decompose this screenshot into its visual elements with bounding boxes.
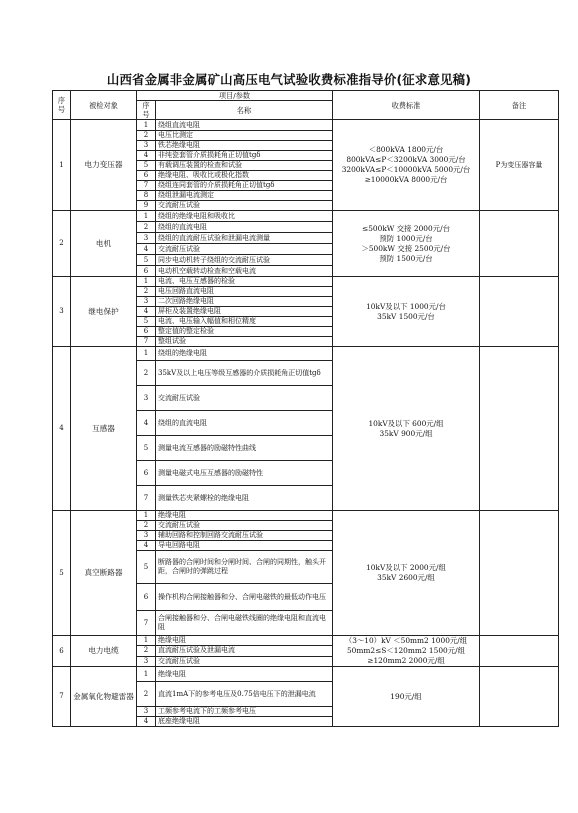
- item-name: 交流耐压试验: [156, 201, 333, 211]
- item-number: 5: [137, 161, 156, 171]
- header-remark: 备注: [480, 91, 559, 120]
- item-number: 1: [137, 347, 156, 361]
- section-seq: 4: [53, 347, 71, 511]
- item-name: 底座绝缘电阻: [156, 717, 333, 727]
- header-object: 被检对象: [71, 91, 137, 120]
- item-number: 1: [137, 277, 156, 287]
- item-name: 二次回路绝缘电阻: [156, 297, 333, 307]
- item-name: 直流耐压试验及泄漏电流: [156, 646, 333, 656]
- item-name: 电流、电压输入幅值和相位精度: [156, 317, 333, 327]
- item-name: 绝缘电阻: [156, 636, 333, 646]
- section-object: 金属氧化物避雷器: [71, 667, 137, 727]
- item-name: 测量电磁式电压互感器的励磁特性: [156, 461, 333, 486]
- section-fee: （3～10）kV ＜50mm2 1000元/组 50mm2≤S＜120mm2 1500元/组 ≥120mm2 2000元/组: [333, 636, 480, 667]
- item-number: 6: [137, 461, 156, 486]
- item-name: 电压比测定: [156, 131, 333, 141]
- item-name: 导电回路电阻: [156, 541, 333, 551]
- item-name: 绝缘电阻: [156, 511, 333, 521]
- item-number: 7: [137, 181, 156, 191]
- item-name: 工频参考电流下的工频参考电压: [156, 707, 333, 717]
- item-number: 7: [137, 486, 156, 511]
- item-number: 1: [137, 636, 156, 646]
- item-number: 5: [137, 551, 156, 584]
- item-number: 6: [137, 171, 156, 181]
- item-number: 7: [137, 337, 156, 347]
- header-fee: 收费标准: [333, 91, 480, 120]
- section-object: 真空断路器: [71, 511, 137, 636]
- section-fee: ≤500kW 交接 2000元/台 预防 1000元/台 ＞500kW 交接 2500元/台 预防 1500元/台: [333, 211, 480, 277]
- table-row: [53, 277, 559, 287]
- item-number: 2: [137, 682, 156, 707]
- item-name: 有载调压装置的检查和试验: [156, 161, 333, 171]
- table-row: [53, 511, 559, 521]
- section-remark: [480, 636, 559, 667]
- section-fee: 10kV及以下 1000元/台 35kV 1500元/台: [333, 277, 480, 347]
- item-number: 2: [137, 521, 156, 531]
- section-seq: 2: [53, 211, 71, 277]
- section-seq: 7: [53, 667, 71, 727]
- item-number: 8: [137, 191, 156, 201]
- section-object: 互感器: [71, 347, 137, 511]
- table-row: [53, 347, 559, 361]
- item-number: 9: [137, 201, 156, 211]
- item-name: 测量铁芯夹紧螺栓的绝缘电阻: [156, 486, 333, 511]
- item-number: 4: [137, 717, 156, 727]
- item-name: 绝缘电阻、吸收比或极化指数: [156, 171, 333, 181]
- table-row: [53, 667, 559, 682]
- item-name: 绕组连同套管的介质损耗角正切值tgδ: [156, 181, 333, 191]
- item-number: 4: [137, 244, 156, 255]
- item-number: 6: [137, 327, 156, 337]
- section-fee: ＜800kVA 1800元/台 800kVA≤P＜3200kVA 3000元/台 3200kVA≤P＜10000kVA 5000元/台 ≥10000kVA 8000元/台: [333, 120, 480, 211]
- item-name: 绝缘电阻: [156, 667, 333, 682]
- item-number: 4: [137, 151, 156, 161]
- item-number: 1: [137, 120, 156, 131]
- item-number: 2: [137, 222, 156, 233]
- item-number: 4: [137, 541, 156, 551]
- item-name: 电压回路直流电阻: [156, 287, 333, 297]
- item-number: 2: [137, 287, 156, 297]
- header-name: 名称: [156, 101, 333, 120]
- section-remark: P为变压器容量: [480, 120, 559, 211]
- item-name: 测量电流互感器的励磁特性曲线: [156, 436, 333, 461]
- item-name: 同步电动机转子绕组的交流耐压试验: [156, 255, 333, 266]
- item-name: 绕组的直流电阻: [156, 222, 333, 233]
- item-name: 整组试验: [156, 337, 333, 347]
- fee-table: [52, 90, 559, 727]
- item-number: 2: [137, 131, 156, 141]
- item-name: 35kV及以上电压等级互感器的介质损耗角正切值tgδ: [156, 361, 333, 386]
- item-name: 操作机构合闸接触器和分、合闸电磁铁的最低动作电压: [156, 584, 333, 611]
- item-name: 非纯瓷套管介质损耗角正切值tgδ: [156, 151, 333, 161]
- section-seq: 3: [53, 277, 71, 347]
- section-remark: [480, 211, 559, 277]
- item-name: 绕组的绝缘电阻和吸收比: [156, 211, 333, 222]
- section-seq: 5: [53, 511, 71, 636]
- header-item-param: 项目/参数: [137, 91, 333, 101]
- item-number: 3: [137, 141, 156, 151]
- item-name: 整定值的整定检验: [156, 327, 333, 337]
- table-body: [53, 120, 559, 727]
- item-name: 绕组直流电阻: [156, 120, 333, 131]
- item-number: 5: [137, 255, 156, 266]
- document-title: 山西省金属非金属矿山高压电气试验收费标准指导价(征求意见稿): [106, 72, 472, 87]
- section-fee: 190元/组: [333, 667, 480, 727]
- table-row: [53, 120, 559, 131]
- item-name: 绕组的直流电阻: [156, 411, 333, 436]
- item-number: 5: [137, 317, 156, 327]
- item-number: 1: [137, 667, 156, 682]
- section-object: 电力变压器: [71, 120, 137, 211]
- item-number: 3: [137, 297, 156, 307]
- item-name: 合闸接触器和分、合闸电磁铁线圈的绝缘电阻和直流电阻: [156, 611, 333, 636]
- item-name: 绕组的绝缘电阻: [156, 347, 333, 361]
- item-number: 1: [137, 211, 156, 222]
- item-number: 3: [137, 707, 156, 717]
- section-remark: [480, 667, 559, 727]
- section-fee: 10kV及以下 2000元/组 35kV 2600元/组: [333, 511, 480, 636]
- item-number: 2: [137, 361, 156, 386]
- section-remark: [480, 277, 559, 347]
- item-number: 3: [137, 656, 156, 666]
- section-object: 继电保护: [71, 277, 137, 347]
- item-number: 6: [137, 584, 156, 611]
- item-number: 5: [137, 436, 156, 461]
- header-seq: 序号: [53, 91, 71, 120]
- item-name: 屏柜及装置绝缘电阻: [156, 307, 333, 317]
- header-sub-seq: 序号: [137, 101, 156, 120]
- table-row: [53, 211, 559, 222]
- section-remark: [480, 347, 559, 511]
- item-name: 铁芯绝缘电阻: [156, 141, 333, 151]
- item-name: 电动机空载转动检查和空载电流: [156, 266, 333, 277]
- item-number: 4: [137, 307, 156, 317]
- item-name: 辅助回路和控制回路交流耐压试验: [156, 531, 333, 541]
- section-seq: 6: [53, 636, 71, 667]
- item-number: 7: [137, 611, 156, 636]
- item-name: 交流耐压试验: [156, 386, 333, 411]
- table-row: [53, 636, 559, 646]
- item-name: 绕组的直流耐压试验和泄漏电流测量: [156, 233, 333, 244]
- item-name: 直流1mA下的参考电压及0.75倍电压下的泄漏电流: [156, 682, 333, 707]
- item-name: 交流耐压试验: [156, 656, 333, 666]
- item-name: 交流耐压试验: [156, 244, 333, 255]
- section-object: 电力电缆: [71, 636, 137, 667]
- item-number: 3: [137, 233, 156, 244]
- item-number: 1: [137, 511, 156, 521]
- item-name: 断路器的合闸时间和分闸时间、合闸的同期性，触头开距，合闸时的弹跳过程: [156, 551, 333, 584]
- section-object: 电机: [71, 211, 137, 277]
- item-number: 6: [137, 266, 156, 277]
- item-name: 电流、电压互感器的检验: [156, 277, 333, 287]
- item-number: 3: [137, 386, 156, 411]
- item-name: 交流耐压试验: [156, 521, 333, 531]
- section-seq: 1: [53, 120, 71, 211]
- section-remark: [480, 511, 559, 636]
- section-fee: 10kV及以下 600元/组 35kV 900元/组: [333, 347, 480, 511]
- item-name: 绕组泄漏电流测定: [156, 191, 333, 201]
- item-number: 4: [137, 411, 156, 436]
- item-number: 2: [137, 646, 156, 656]
- item-number: 3: [137, 531, 156, 541]
